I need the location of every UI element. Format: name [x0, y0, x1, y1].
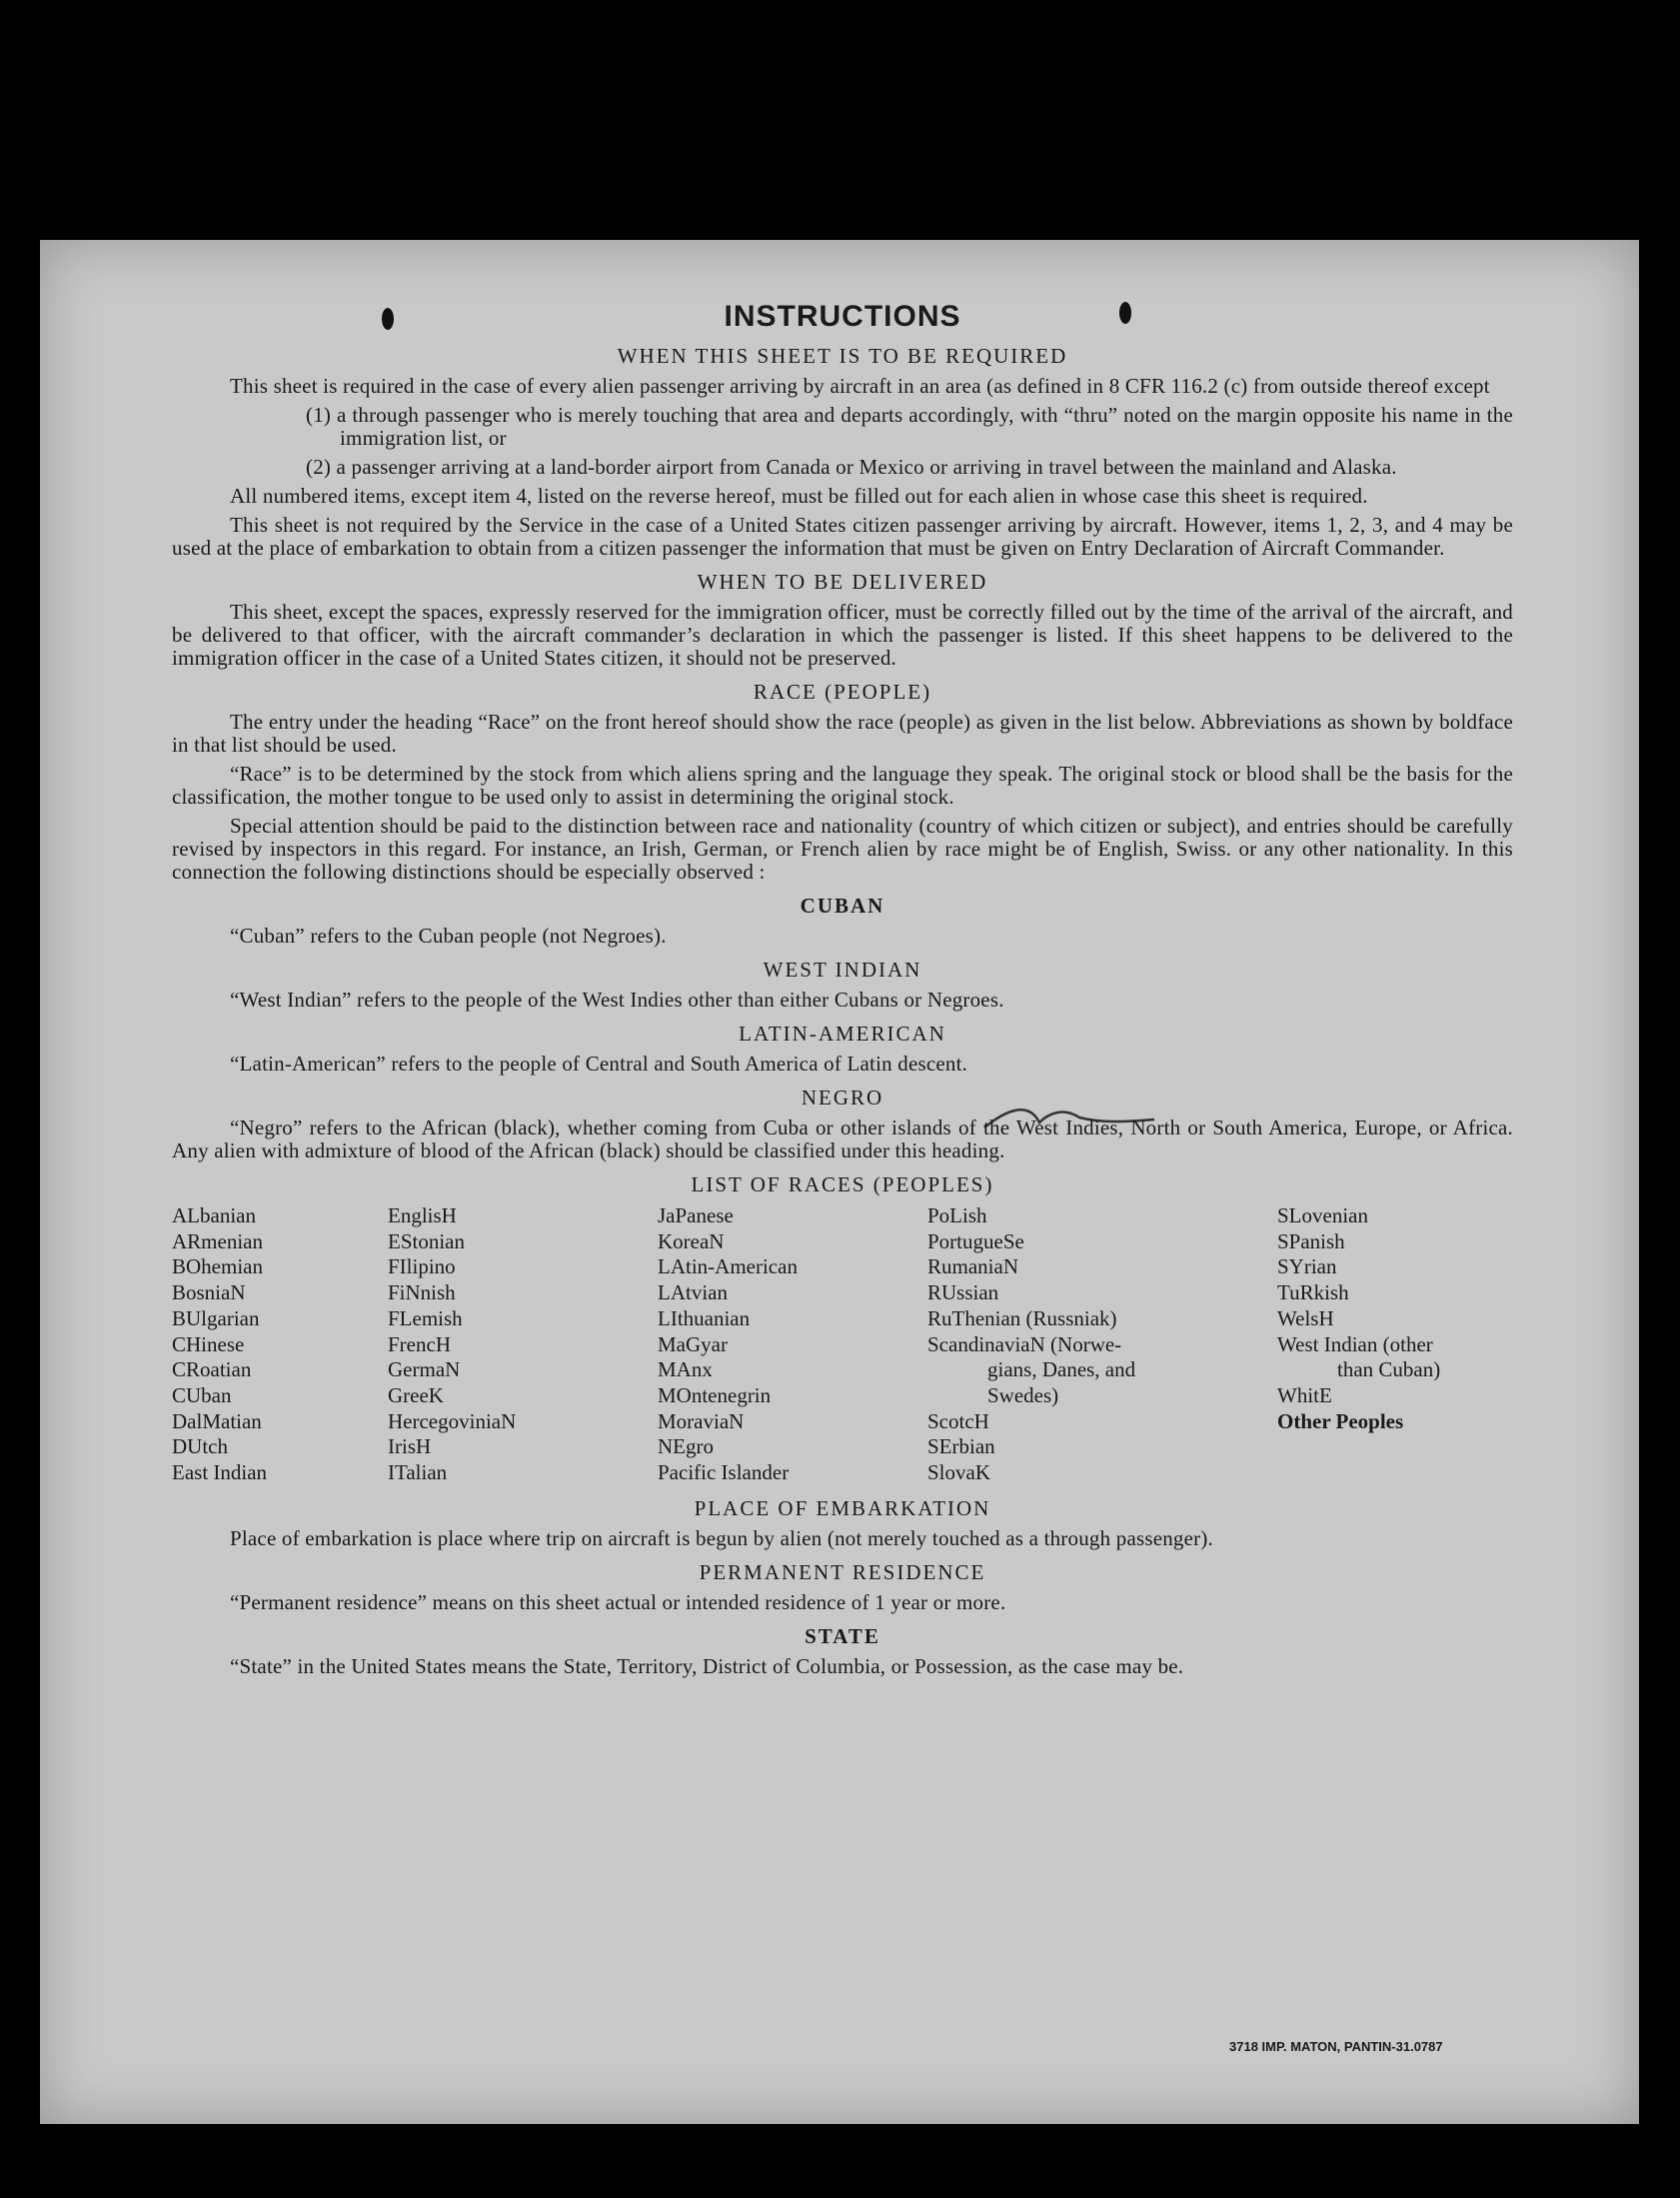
para-delivered: This sheet, except the spaces, expressly reserved for the immigration officer, must be correctly filled out by the time of the arrival of the aircraft, and be delivered to that officer, with the aircraft commander’s declaration in which the passenger is listed. If this sheet happens to be delivered to the immigration officer in the case of a United States citizen, it should not be preserved. — [172, 600, 1513, 670]
race-entry: ITalian — [388, 1460, 448, 1485]
race-entry: RuThenian (Russniak) — [927, 1305, 1117, 1330]
race-entry: ScandinaviaN (Norwe- — [927, 1331, 1122, 1356]
race-entry: BUlgarian — [172, 1305, 260, 1330]
para-item-2: (2) a passenger arriving at a land-border airport from Canada or Mexico or arriving in travel between the mainland and Alaska. — [306, 455, 1397, 479]
race-entry: IrisH — [388, 1434, 432, 1459]
race-entry: GreeK — [388, 1382, 444, 1407]
para-negro: “Negro” refers to the African (black), whether coming from Cuba or other islands of the West Indies, North or South America, Europe, or Africa. Any alien with admixture of blood of the African (black) should be classified under this heading. — [172, 1115, 1513, 1162]
race-entry: WhitE — [1277, 1382, 1332, 1407]
heading-state: STATE — [805, 1623, 880, 1648]
race-entry: EStonian — [388, 1228, 465, 1253]
race-entry: PoLish — [927, 1203, 987, 1227]
race-entry: West Indian (other — [1277, 1331, 1433, 1356]
race-entry: FIlipino — [388, 1254, 456, 1279]
heading-cuban: CUBAN — [800, 894, 885, 918]
race-entry: PortugueSe — [927, 1228, 1024, 1253]
race-entry: SPanish — [1277, 1228, 1345, 1253]
race-entry: ARmenian — [172, 1228, 263, 1253]
race-entry: WelsH — [1277, 1305, 1334, 1330]
print-code: 3718 IMP. MATON, PANTIN-31.0787 — [1229, 2039, 1443, 2054]
race-entry: Swedes) — [987, 1382, 1059, 1407]
heading-west-indian: WEST INDIAN — [763, 958, 922, 982]
race-entry: CUban — [172, 1382, 232, 1407]
race-entry: DalMatian — [172, 1408, 262, 1433]
race-entry: FrencH — [388, 1331, 451, 1356]
para-state: “State” in the United States means the State, Territory, District of Columbia, or Possession, as the case may be. — [230, 1653, 1184, 1678]
race-entry: MOntenegrin — [658, 1382, 772, 1407]
race-entry: than Cuban) — [1337, 1357, 1441, 1382]
para-race-2: “Race” is to be determined by the stock from which aliens spring and the language they speak. The original stock or blood shall be the basis for the classification, the mother tongue to be used only to assist in determining the original stock. — [172, 762, 1513, 809]
race-entry: SlovaK — [927, 1460, 990, 1485]
race-entry: LAtin-American — [658, 1254, 798, 1279]
race-column-3 — [658, 1203, 927, 1486]
para-embarkation: Place of embarkation is place where trip on aircraft is begun by alien (not merely touched as a through passenger). — [230, 1525, 1213, 1550]
race-entry: East Indian — [172, 1460, 268, 1485]
para-race-1: The entry under the heading “Race” on the front hereof should show the race (people) as given in the list below. Abbreviations as shown by boldface in that list should be used. — [172, 710, 1513, 757]
para-citizen: This sheet is not required by the Service in the case of a United States citizen passenger arriving by aircraft. However, items 1, 2, 3, and 4 may be used at the place of embarkation to obtain from a citizen passenger the information that must be given on Entry Declaration of Aircraft Commander. — [172, 513, 1513, 560]
race-entry: RUssian — [927, 1280, 999, 1305]
race-entry: FiNnish — [388, 1280, 456, 1305]
race-entry: ScotcH — [927, 1408, 989, 1433]
race-entry: LIthuanian — [658, 1305, 751, 1330]
race-column-4 — [927, 1203, 1277, 1486]
para-intro: This sheet is required in the case of every alien passenger arriving by aircraft in an area (as defined in 8 CFR 116.2 (c) from outside thereof except — [230, 374, 1490, 398]
race-list — [172, 1203, 1513, 1486]
race-entry: Other Peoples — [1277, 1408, 1404, 1433]
race-entry: ALbanian — [172, 1203, 256, 1227]
race-entry: FLemish — [388, 1305, 463, 1330]
race-entry: Pacific Islander — [658, 1460, 790, 1485]
race-entry: CHinese — [172, 1331, 245, 1356]
race-entry: MAnx — [658, 1357, 713, 1382]
heading-when-delivered: WHEN TO BE DELIVERED — [697, 570, 988, 594]
race-entry: HercegoviniaN — [388, 1408, 517, 1433]
race-entry: KoreaN — [658, 1228, 725, 1253]
race-entry: MaGyar — [658, 1331, 728, 1356]
race-entry: MoraviaN — [658, 1408, 745, 1433]
race-entry: CRoatian — [172, 1357, 252, 1382]
race-entry: BosniaN — [172, 1280, 246, 1305]
race-entry: LAtvian — [658, 1280, 728, 1305]
race-entry: SErbian — [927, 1434, 995, 1459]
instructions-content — [172, 300, 1513, 1684]
heading-latin-american: LATIN-AMERICAN — [739, 1022, 946, 1046]
race-column-2 — [388, 1203, 658, 1486]
race-entry: DUtch — [172, 1434, 228, 1459]
race-entry: JaPanese — [658, 1203, 734, 1227]
race-entry: GermaN — [388, 1357, 461, 1382]
race-entry: RumaniaN — [927, 1254, 1018, 1279]
race-entry: SLovenian — [1277, 1203, 1368, 1227]
para-cuban: “Cuban” refers to the Cuban people (not Negroes). — [230, 924, 667, 948]
race-entry: EnglisH — [388, 1203, 457, 1227]
para-west-indian: “West Indian” refers to the people of the West Indies other than either Cubans or Negroes. — [230, 988, 1004, 1012]
race-entry: TuRkish — [1277, 1280, 1349, 1305]
para-latin-american: “Latin-American” refers to the people of Central and South America of Latin descent. — [230, 1052, 968, 1076]
page-title: INSTRUCTIONS — [724, 300, 961, 333]
heading-list-of-races: LIST OF RACES (PEOPLES) — [691, 1172, 994, 1196]
document-page — [40, 240, 1639, 2124]
race-entry: SYrian — [1277, 1254, 1337, 1279]
race-entry: gians, Danes, and — [987, 1357, 1136, 1382]
race-column-5 — [1277, 1203, 1513, 1486]
heading-embarkation: PLACE OF EMBARKATION — [694, 1495, 991, 1520]
race-entry: NEgro — [658, 1434, 714, 1459]
race-entry: BOhemian — [172, 1254, 263, 1279]
para-numbered-items: All numbered items, except item 4, listed on the reverse hereof, must be filled out for each alien in whose case this sheet is required. — [230, 484, 1368, 508]
heading-race: RACE (PEOPLE) — [753, 680, 932, 704]
heading-when-required: WHEN THIS SHEET IS TO BE REQUIRED — [617, 344, 1068, 368]
heading-residence: PERMANENT RESIDENCE — [699, 1559, 986, 1584]
para-race-3: Special attention should be paid to the distinction between race and nationality (country of which citizen or subject), and entries should be carefully revised by inspectors in this regard. For instance, an Irish, German, or French alien by race might be of English, Swiss. or any other nationality. In this connection the following distinctions should be especially observed : — [172, 814, 1513, 884]
para-item-1: (1) a through passenger who is merely touching that area and departs accordingly, with “thru” noted on the margin opposite his name in the immigration list, or — [306, 403, 1513, 450]
race-column-1 — [172, 1203, 388, 1486]
heading-negro: NEGRO — [801, 1086, 884, 1109]
para-residence: “Permanent residence” means on this sheet actual or intended residence of 1 year or more. — [230, 1589, 1006, 1614]
